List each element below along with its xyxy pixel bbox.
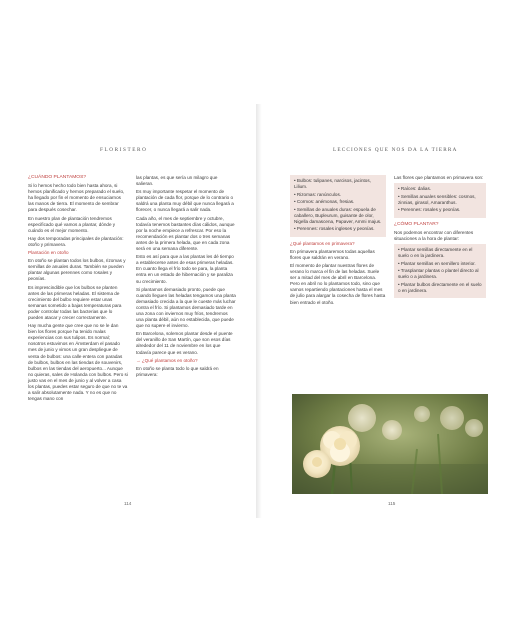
list-item: • Trasplantar plantas o plantel directo al suelo o a jardinera.: [398, 267, 479, 280]
list-item: • Plantar semillas directamente en el suelo o en la jardinera.: [398, 246, 473, 259]
heading-como-plantar: ¿CÓMO PLANTAR?: [394, 221, 439, 227]
right-running-head: LECCIONES QUE NOS DA LA TIERRA: [333, 147, 458, 153]
paragraph: En Barcelona, solemos plantar desde el puente del veranillo de San Martín, que son esos días alrededor del 11 de noviembre en los que todavía parece que es verano.: [136, 331, 233, 355]
paragraph: las plantas, es que sería un milagro que salieran.: [136, 175, 218, 187]
left-running-head: FLORISTERO: [100, 147, 148, 153]
list-item: • Semillas de anuales duras: espuela de caballero, Bupleurum, guisante de olor, Nigella damascena, Papaver, Ammi majus.: [294, 206, 382, 224]
planting-methods-box: [394, 244, 486, 298]
left-column-2: [136, 175, 236, 380]
list-item: • Raíces: dalias.: [398, 186, 432, 192]
book-gutter: [256, 104, 262, 518]
right-column-2: [394, 175, 486, 302]
list-item: • Rizomas: ranúnculos.: [294, 191, 342, 197]
paragraph: En nuestro plan de plantación tendremos especificado qué vamos a plantar, dónde y cuándo es el mejor momento.: [28, 215, 116, 233]
heading-cuando-plantamos: ¿CUÁNDO PLANTAMOS?: [28, 175, 87, 180]
paragraph: Nos podemos encontrar con diferentes situaciones a la hora de plantar:: [394, 229, 474, 241]
paragraph: El momento de plantar nuestras flores de verano lo marca el fin de las heladas. Suele ser a mitad del mes de abril en Barcelona. Pero en abril no lo plantamos todo, sino que vamos repartiendo plantaciones hasta el mes de julio para alargar la cosecha de flores hasta bien entrado el otoño.: [290, 262, 386, 305]
paragraph: Hay dos temporadas principales de plantación: otoño y primavera.: [28, 235, 124, 247]
left-column-1: [28, 175, 128, 404]
narcissus-photo: [292, 394, 488, 494]
paragraph: Si plantamos demasiado pronto, puede que cuando lleguen las heladas tengamos una planta demasiado crecida a la que le cueste más luchar contra el frío. Si plantamos demasiado tarde en una zona con inviernos muy fríos, tendremos una planta débil, aún no establecida, que puede que no supere el invierno.: [136, 286, 236, 329]
paragraph: Esto es así para que a las plantas les dé tiempo a establecerse antes de esas primeras heladas. En cuanto llega el frío todo se para, la planta entra en un estado de hibernación y se paraliza su crecimiento.: [136, 254, 234, 284]
otono-plant-list-box: [290, 175, 386, 237]
subheading-que-plantamos-primavera: ¿Qué plantamos en primavera?: [290, 240, 355, 246]
list-item: • Semillas anuales sensibles: cosmos, zinnias, girasol, Amaranthus.: [398, 193, 476, 205]
paragraph: En primavera plantaremos todas aquellas flores que saldrán en verano.: [290, 248, 375, 260]
subheading-plantacion-otono: Plantación en otoño: [28, 250, 69, 256]
left-page-number: 114: [124, 501, 132, 506]
paragraph: Cada año, el mes de septiembre y octubre, todavía tenemos bastantes días cálidos, aunque por la noche empiece a refrescar. Por eso la recomendación es plantar dos o tres semanas antes de la primera helada, que en cada zona será en una semana diferente.: [136, 215, 235, 252]
list-item: • Perennes: rosales ingleses y peonías.: [294, 226, 375, 232]
list-item: • Perennes: rosales y peonías.: [398, 207, 461, 213]
right-page-number: 115: [388, 501, 396, 506]
paragraph: Si lo hemos hecho todo bien hasta ahora, si hemos planificado y hemos preparado el suelo, ha llegado por fin el momento de ensuciarnos las manos de tierra. El momento de sembrar para después cosechar.: [28, 183, 125, 213]
paragraph: Las flores que plantamos en primavera son:: [394, 175, 484, 180]
list-item: • Cormos: anémonas, fresias.: [294, 199, 355, 205]
list-item: • Plantar bulbos directamente en el suelo o en jardinera.: [398, 281, 482, 293]
paragraph: Hay mucha gente que cree que no se le dan bien los flores porque ha tenido malas experiencias con sus tulipos. Es normal; nosotros estuvimos en Ámsterdam el pasado mes de junio y vimos un gran despliegue de venta de bulbos: una calle entera con paradas de bulbos, bulbos en las tiendas de souvenirs, bulbos en las tiendas del aeropuerto... Aunque no quieras, sales de Holanda con bulbos. Pero si justo vas en el mes de junio y al volver a casa los plantas, puedes estar seguro de que no te va a salir absolutamente nada. Y no es que no tengas mano con: [28, 323, 128, 402]
list-item: • Plantar semillas en semillero interior.: [398, 260, 476, 266]
right-column-1: [290, 175, 386, 308]
subheading-que-plantamos-otono: → ¿Qué plantamos en otoño?: [136, 357, 198, 363]
primavera-plant-list-box: [394, 183, 486, 218]
list-item: • Bulbos: tulipanes, narcisos, jacintos, Lilium.: [294, 178, 371, 190]
paragraph: En otoño se plantan todos los bulbos, rizomas y semillas de anuales duras. También se pueden plantar algunas perennes como rosales y peonías.: [28, 258, 126, 282]
paragraph: Es muy importante respetar el momento de plantación de cada flor, porque de lo contrario o saldrá una planta muy débil que nunca llegará a florecer, o nunca llegará a salir nada.: [136, 189, 234, 213]
paragraph: En otoño se planta todo lo que saldrá en primavera:: [136, 365, 219, 377]
paragraph: Es imprescindible que los bulbos se planten antes de las primeras heladas. El sistema de crecimiento del bulbo requiere estar unas semanas sometido a bajas temperaturas para poder controlar todas las bacterias que lo pueden atacar y crecer correctamente.: [28, 284, 122, 320]
